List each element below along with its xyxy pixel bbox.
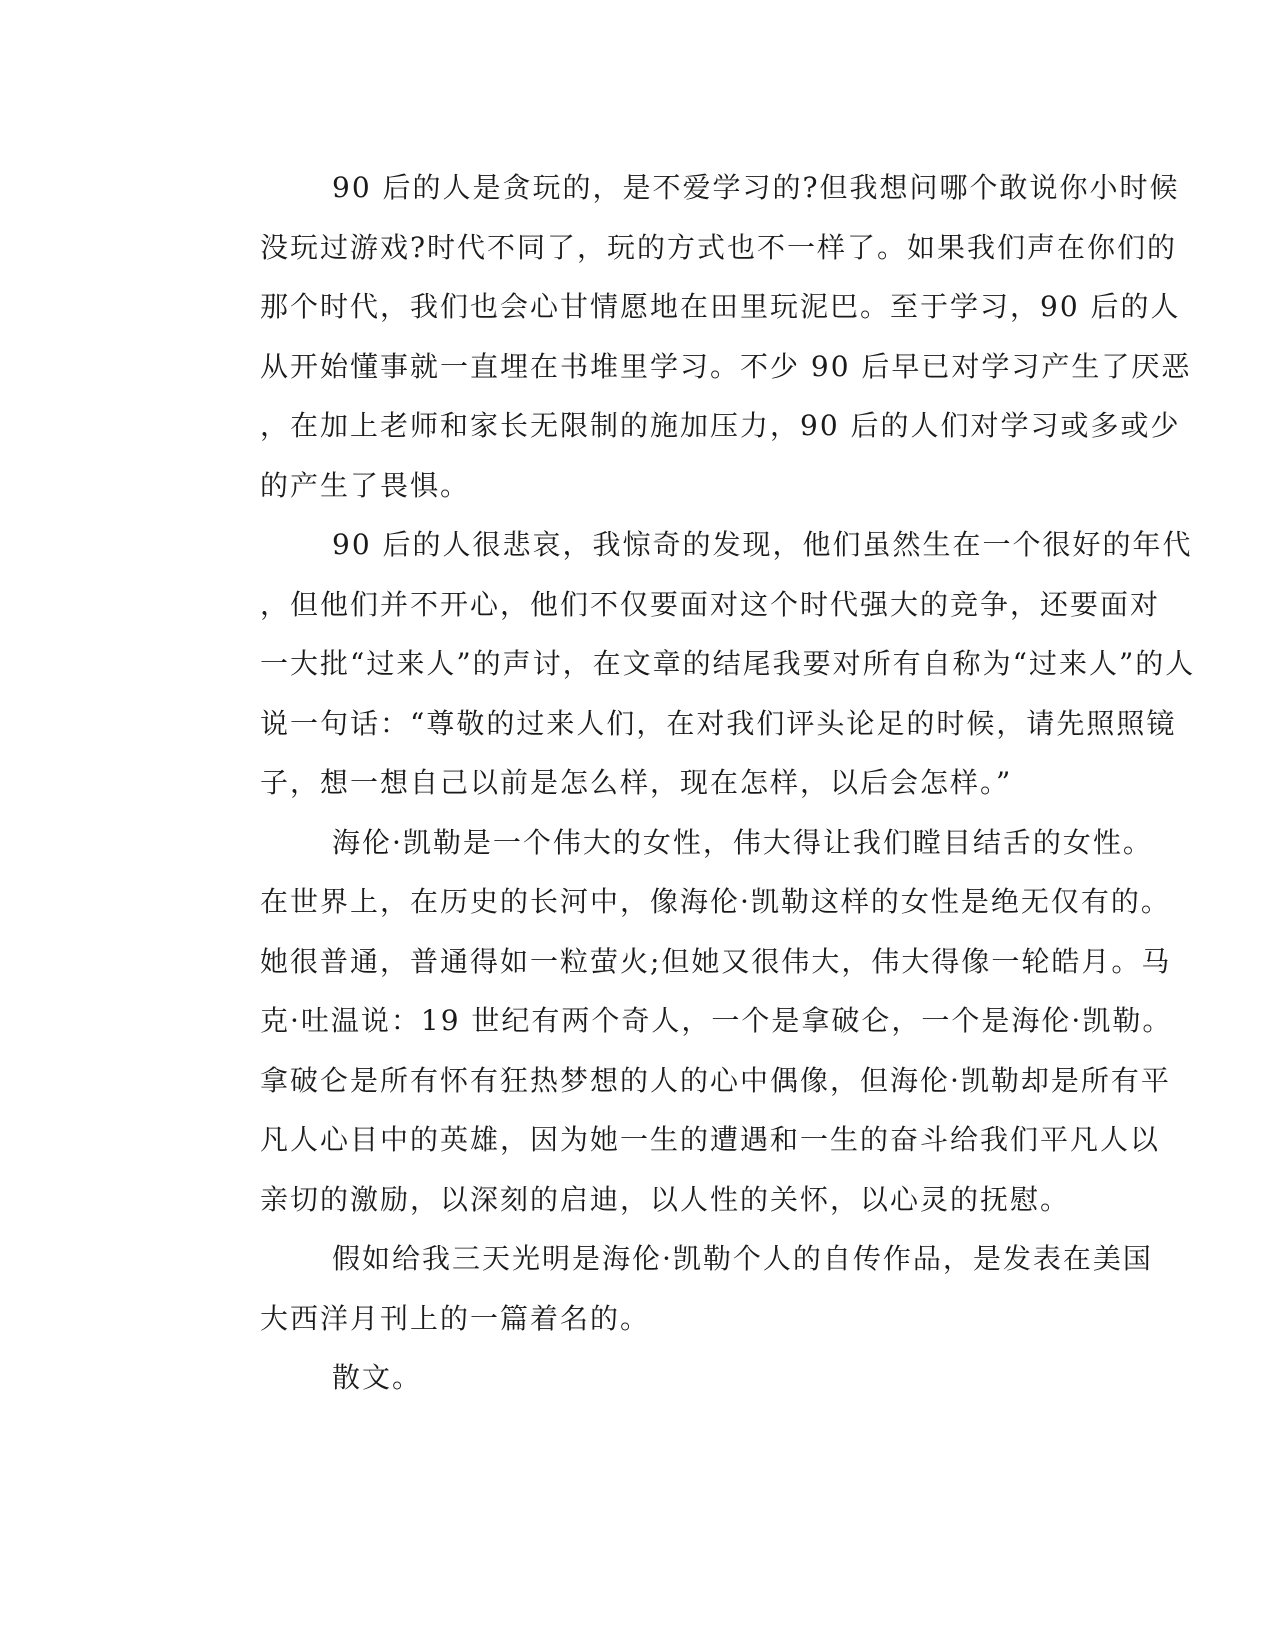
text-line: 说一句话：“尊敬的过来人们，在对我们评头论足的时候，请先照照镜: [260, 706, 1177, 740]
paragraph-5: [188, 1348, 1068, 1408]
text-line: 她很普通，普通得如一粒萤火;但她又很伟大，伟大得像一轮皓月。马: [260, 944, 1172, 978]
paragraph-4: [188, 1229, 1153, 1348]
text-line: 亲切的激励，以深刻的启迪，以人性的关怀，以心灵的抚慰。: [260, 1182, 1071, 1216]
text-line: 没玩过游戏?时代不同了，玩的方式也不一样了。如果我们声在你们的: [260, 230, 1178, 264]
text-line: ，在加上老师和家长无限制的施加压力，90 后的人们对学习或多或少: [260, 409, 1181, 442]
text-line: 拿破仑是所有怀有狂热梦想的人的心中偶像，但海伦·凯勒却是所有平: [260, 1063, 1171, 1097]
text-line: 海伦·凯勒是一个伟大的女性，伟大得让我们瞠目结舌的女性。: [332, 825, 1153, 859]
paragraph-3: [188, 813, 1173, 1230]
document-body: [188, 158, 1196, 1408]
text-line: 子，想一想自己以前是怎么样，现在怎样，以后会怎样。”: [260, 766, 1013, 799]
text-line: 大西洋月刊上的一篇着名的。: [260, 1301, 651, 1335]
text-line: 90 后的人是贪玩的，是不爱学习的?但我想问哪个敢说你小时候: [332, 171, 1180, 204]
text-line: ，但他们并不开心，他们不仅要面对这个时代强大的竞争，还要面对: [260, 587, 1161, 621]
text-line: 散文。: [332, 1361, 423, 1394]
text-line: 90 后的人很悲哀，我惊奇的发现，他们虽然生在一个很好的年代: [332, 528, 1193, 561]
text-line: 那个时代，我们也会心甘情愿地在田里玩泥巴。至于学习，90 后的人: [260, 290, 1181, 323]
paragraph-2: [188, 515, 1196, 813]
text-line: 的产生了畏惧。: [260, 468, 471, 502]
text-line: 凡人心目中的英雄，因为她一生的遭遇和一生的奋斗给我们平凡人以: [260, 1123, 1161, 1156]
paragraph-1: [188, 158, 1192, 515]
text-line: 一大批“过来人”的声讨，在文章的结尾我要对所有自称为“过来人”的人: [260, 647, 1196, 680]
text-line: 克·吐温说：19 世纪有两个奇人，一个是拿破仑，一个是海伦·凯勒。: [260, 1004, 1173, 1037]
text-line: 在世界上，在历史的长河中，像海伦·凯勒这样的女性是绝无仅有的。: [260, 885, 1171, 918]
text-line: 假如给我三天光明是海伦·凯勒个人的自传作品，是发表在美国: [332, 1242, 1153, 1275]
text-line: 从开始懂事就一直埋在书堆里学习。不少 90 后早已对学习产生了厌恶: [260, 349, 1192, 383]
